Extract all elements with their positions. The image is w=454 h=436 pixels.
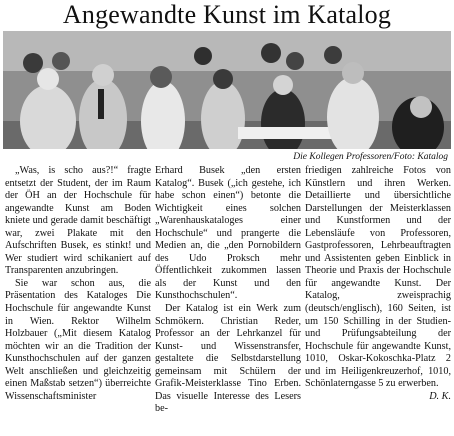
article-headline: Angewandte Kunst im Katalog — [62, 0, 392, 29]
article-photo — [3, 31, 451, 149]
paragraph: friedigen zahlreiche Fotos von Künstlern und ihren Werken. Detaillierte und übersichtliche Darstellungen der Meisterklassen und Kunstformen und der Lebensläufe von Professoren, Gastprofessoren, Lehrbeauftragten und Assistenten geben Einblick in Theorie und Praxis der Hochschule für angewandte Kunst. Der Katalog, zweisprachig (deutsch/englisch), 160 Seiten, ist um 150 Schilling in der Studien- und Prüfungsabteilung der Hochschule für angewandte Kunst, 1010, Oskar-Kokoschka-Platz 2 und im Heiligenkreuzerhof, 1010, Schönlaterngasse 5 zu erwerben. — [305, 165, 451, 390]
author-signature: D. K. — [429, 390, 451, 402]
paragraph: „Was, is scho aus?!“ fragte entsetzt der Student, der im Raum der ÖH an der Hochschule für angewandte Kunst am Boden kniete und gerade damit beschäftigt war, zwei Plakate mit den Aufschriften Busek, es stinkt! und Wer studiert wird schikaniert auf Transparenten anzubringen. — [5, 165, 151, 277]
paragraph: Erhard Busek „den ersten Katalog“. Busek („ich gestehe, ich habe schon einen“) betonte die Wichtigkeit eines solchen „Warenhauskataloges einer Hochschule“ und prangerte die Medien an, die „den Pornobildern des Udo Proksch mehr Öffentlichkeit zukommen lassen als der Kunst und den Kunsthochschulen“. — [155, 165, 301, 302]
article-column-3 — [305, 165, 451, 435]
paragraph: Der Katalog ist ein Werk zum Schmökern. Christian Reder, Professor an der Lehrkanzel für Kunst- und Wissenstransfer, gestaltete die Selbstdarstellung gemeinsam mit Schülern der Grafik-Meisterklasse Tino Erben. Das visuelle Interesse des Lesers be- — [155, 303, 301, 415]
article-column-2 — [155, 165, 301, 435]
paragraph: Sie war schon aus, die Präsentation des Kataloges Die Hochschule für angewandte Kunst in Wien. Rektor Wilhelm Holzbauer („Mit diesem Katalog möchten wir an die Tradition der Kunsthochschulen auf der ganzen Welt anschließen und gleichzeitig einen Maßstab setzen“) überreichte Wissenschaftsminister — [5, 277, 151, 402]
article-column-1 — [5, 165, 151, 435]
photo-caption: Die Kollegen Professoren/Foto: Katalog — [293, 152, 448, 162]
